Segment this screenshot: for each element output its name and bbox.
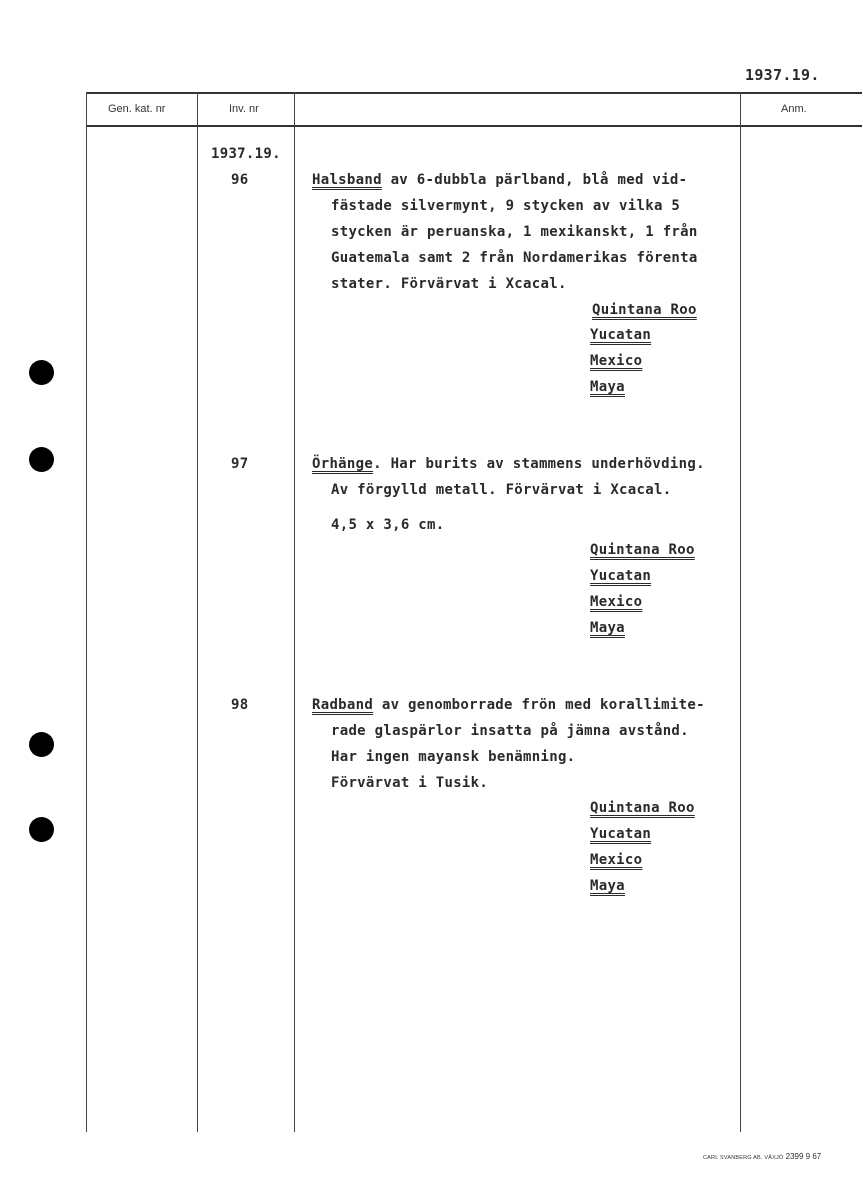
- column-rule-anm: [740, 92, 741, 1132]
- place-culture: Maya: [590, 379, 625, 395]
- place-region: Quintana Roo: [590, 542, 695, 558]
- printer-imprint: [703, 1152, 821, 1161]
- place-country: Mexico: [590, 852, 643, 868]
- place-culture: Maya: [590, 620, 625, 636]
- column-rule-inv: [294, 92, 295, 1132]
- inv-number: 98: [231, 697, 249, 713]
- printer-name: CARL SVANBERG AB. VÄXJÖ: [703, 1155, 784, 1161]
- entry-line: Har ingen mayansk benämning.: [331, 749, 576, 765]
- column-rule-gen: [197, 92, 198, 1132]
- entry-line: stycken är peruanska, 1 mexikanskt, 1 från: [331, 224, 698, 240]
- place-culture: Maya: [590, 878, 625, 894]
- punch-hole: [29, 360, 54, 385]
- entry-line: 4,5 x 3,6 cm.: [331, 517, 445, 533]
- header-top-rule: [86, 92, 862, 94]
- entry-line: rade glaspärlor insatta på jämna avstånd.: [331, 723, 689, 739]
- column-rule-left: [86, 92, 87, 1132]
- place-state: Yucatan: [590, 327, 652, 343]
- entry-line: Förvärvat i Tusik.: [331, 775, 489, 791]
- place-country: Mexico: [590, 594, 643, 610]
- place-region: Quintana Roo: [592, 302, 697, 318]
- header-gen-kat-nr: Gen. kat. nr: [108, 103, 166, 115]
- entry-line: stater. Förvärvat i Xcacal.: [331, 276, 567, 292]
- page-reference: 1937.19.: [745, 66, 820, 84]
- punch-hole: [29, 817, 54, 842]
- header-anm: Anm.: [781, 103, 807, 115]
- header-inv-nr: Inv. nr: [229, 103, 259, 115]
- inv-number: 96: [231, 172, 249, 188]
- entry-line: Av förgylld metall. Förvärvat i Xcacal.: [331, 482, 672, 498]
- entry-line: Örhänge. Har burits av stammens underhövding.: [312, 456, 705, 472]
- inv-number: 97: [231, 456, 249, 472]
- entry-title: Örhänge: [312, 456, 374, 472]
- series-number: 1937.19.: [211, 146, 281, 162]
- entry-title: Radband: [312, 697, 374, 713]
- entry-line: fästade silvermynt, 9 stycken av vilka 5: [331, 198, 681, 214]
- header-bottom-rule: [86, 125, 862, 127]
- entry-line: Guatemala samt 2 från Nordamerikas förenta: [331, 250, 698, 266]
- entry-line: Halsband av 6-dubbla pärlband, blå med vid-: [312, 172, 688, 188]
- entry-line: Radband av genomborrade frön med korallimite-: [312, 697, 705, 713]
- punch-hole: [29, 732, 54, 757]
- punch-hole: [29, 447, 54, 472]
- place-state: Yucatan: [590, 826, 652, 842]
- place-region: Quintana Roo: [590, 800, 695, 816]
- entry-title: Halsband: [312, 172, 382, 188]
- place-state: Yucatan: [590, 568, 652, 584]
- place-country: Mexico: [590, 353, 643, 369]
- form-code: 2399 9 67: [785, 1152, 822, 1161]
